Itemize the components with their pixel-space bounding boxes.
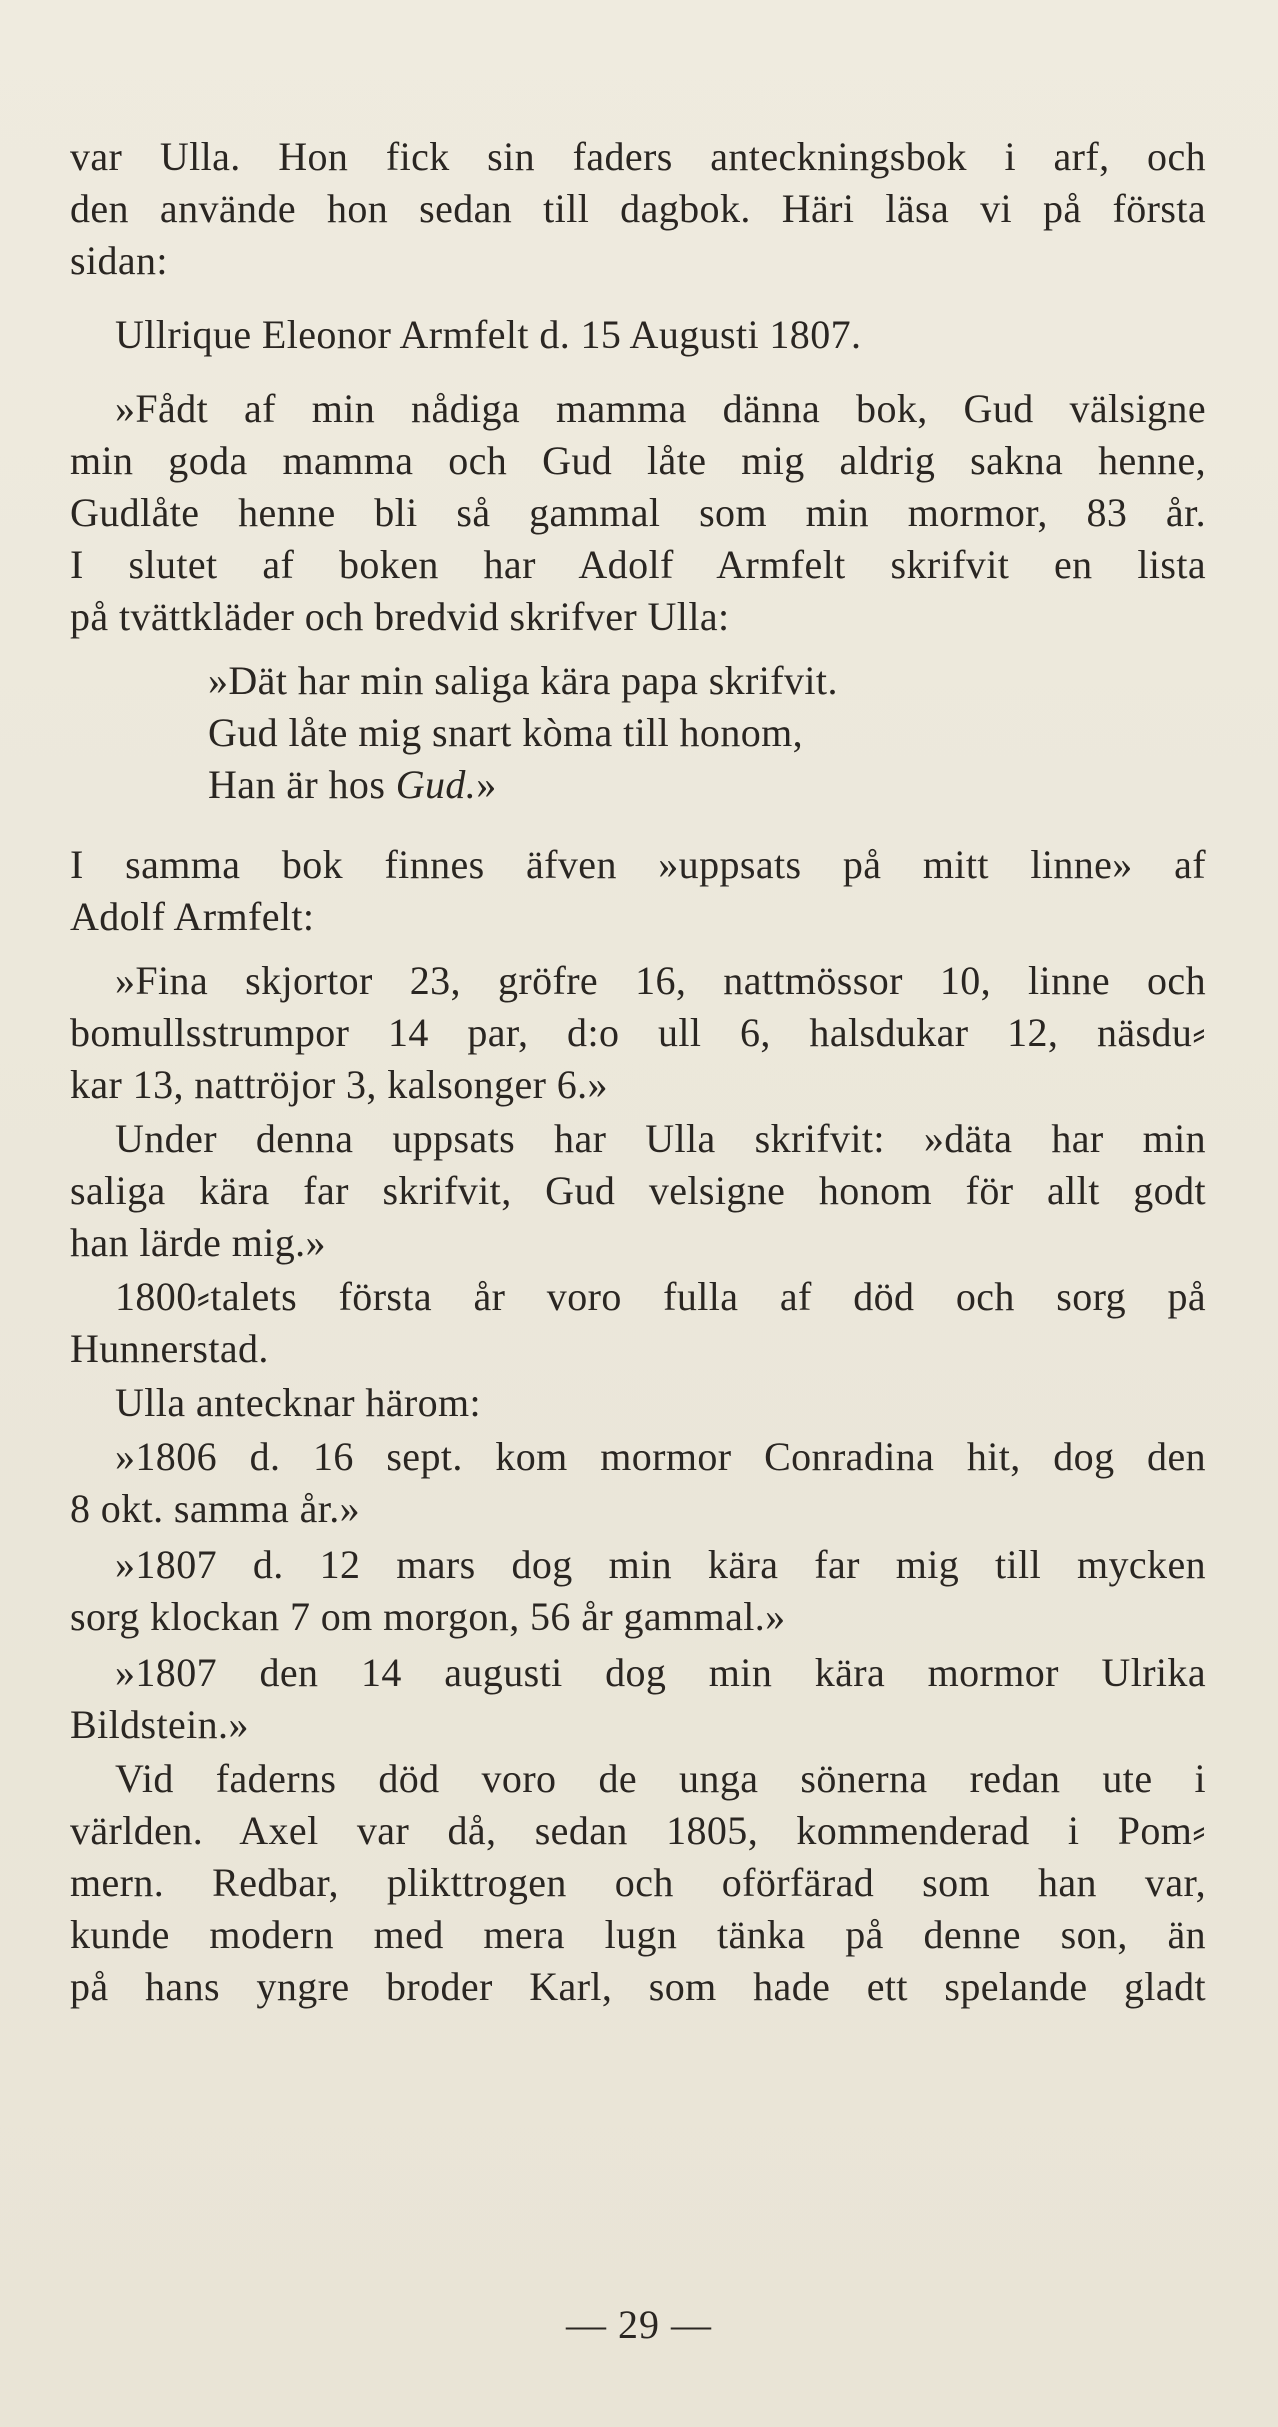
- text-line: han lärde mig.»: [70, 1220, 326, 1265]
- text-line: världen. Axel var då, sedan 1805, kommenderad i Pom⸗: [70, 1808, 1206, 1853]
- text-line: Vid faderns död voro de unga sönerna redan ute i: [115, 1756, 1206, 1801]
- text-line: Bildstein.»: [70, 1702, 249, 1747]
- poem-quote: »: [476, 762, 497, 807]
- text-line: den använde hon sedan till dagbok. Häri läsa vi på första: [70, 186, 1206, 231]
- text-line: Hunnerstad.: [70, 1326, 269, 1371]
- signature-line: Ullrique Eleonor Armfelt d. 15 Augusti 1807.: [115, 312, 862, 357]
- text-line: var Ulla. Hon fick sin faders anteckningsbok i arf, och: [70, 134, 1206, 179]
- text-line: på hans yngre broder Karl, som hade ett spelande gladt: [70, 1964, 1206, 2009]
- poem-italic: Gud.: [395, 762, 477, 807]
- text-line: Under denna uppsats har Ulla skrifvit: »däta har min: [115, 1116, 1206, 1161]
- text-line: på tvättkläder och bredvid skrifver Ulla:: [70, 594, 730, 639]
- text-line: Ulla antecknar härom:: [115, 1380, 482, 1425]
- text-line: 1800⸗talets första år voro fulla af död och sorg på: [115, 1274, 1206, 1319]
- text-line: »1807 den 14 augusti dog min kära mormor Ulrika: [115, 1650, 1206, 1695]
- poem-line: »Dät har min saliga kära papa skrifvit.: [208, 658, 838, 703]
- poem-text: Han är hos: [208, 762, 396, 807]
- text-line: sorg klockan 7 om morgon, 56 år gammal.»: [70, 1594, 786, 1639]
- text-line: kunde modern med mera lugn tänka på denne son, än: [70, 1912, 1206, 1957]
- text-line: »1807 d. 12 mars dog min kära far mig till mycken: [115, 1542, 1206, 1587]
- text-line: Adolf Armfelt:: [70, 894, 315, 939]
- text-line: saliga kära far skrifvit, Gud velsigne honom för allt godt: [70, 1168, 1206, 1213]
- text-line: »Fina skjortor 23, gröfre 16, nattmössor 10, linne och: [115, 958, 1206, 1003]
- page-number: — 29 —: [566, 2302, 712, 2347]
- text-line: mern. Redbar, plikttrogen och oförfärad som han var,: [70, 1860, 1206, 1905]
- text-line: »Fådt af min nådiga mamma dänna bok, Gud välsigne: [115, 386, 1206, 431]
- text-line: »1806 d. 16 sept. kom mormor Conradina hit, dog den: [115, 1434, 1206, 1479]
- text-line: bomullsstrumpor 14 par, d:o ull 6, halsdukar 12, näsdu⸗: [70, 1010, 1206, 1055]
- text-line: kar 13, nattröjor 3, kalsonger 6.»: [70, 1062, 608, 1107]
- text-line: I slutet af boken har Adolf Armfelt skrifvit en lista: [70, 542, 1206, 587]
- text-line: sidan:: [70, 238, 168, 283]
- poem-line: [208, 760, 1206, 810]
- text-line: Gudlåte henne bli så gammal som min mormor, 83 år.: [70, 490, 1206, 535]
- text-line: 8 okt. samma år.»: [70, 1486, 361, 1531]
- text-line: min goda mamma och Gud låte mig aldrig sakna henne,: [70, 438, 1206, 483]
- poem-line: Gud låte mig snart kòma till honom,: [208, 710, 804, 755]
- text-line: I samma bok finnes äfven »uppsats på mitt linne» af: [70, 842, 1206, 887]
